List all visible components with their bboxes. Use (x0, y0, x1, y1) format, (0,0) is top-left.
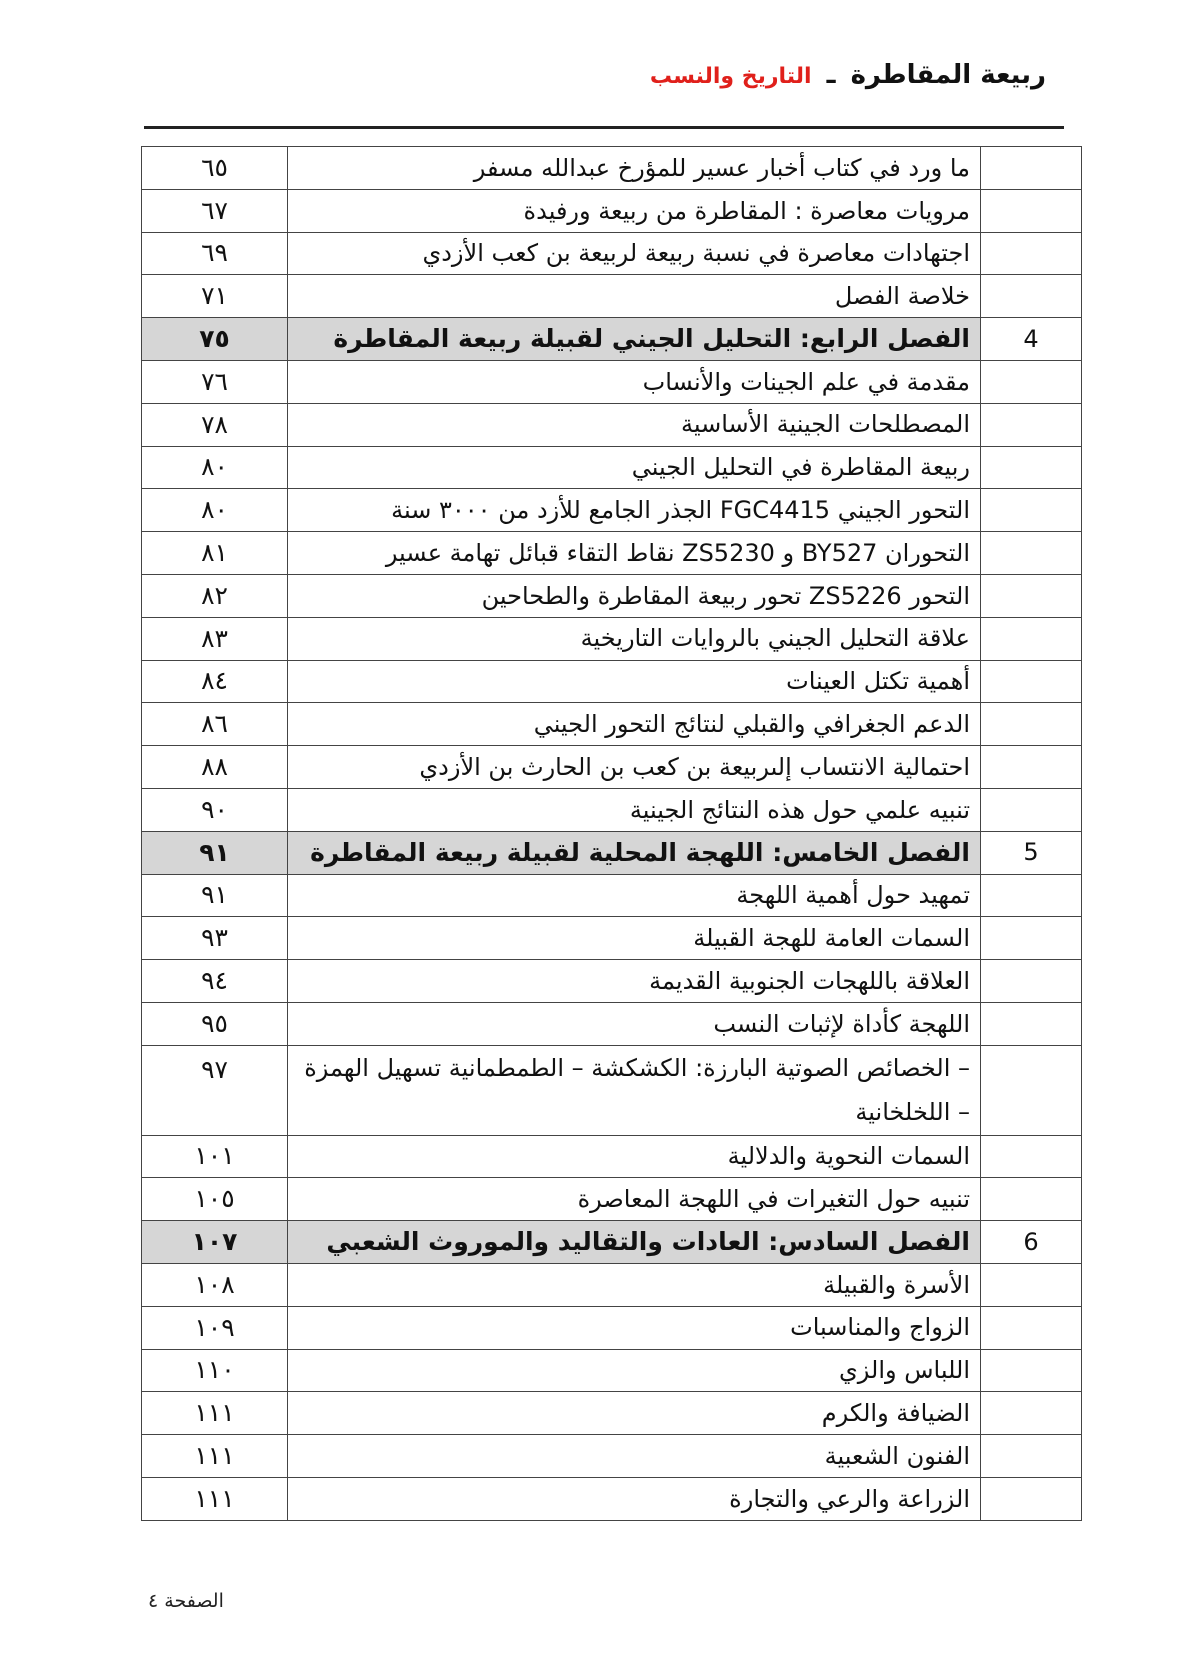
toc-row (142, 703, 1082, 746)
toc-entry-title: الفنون الشعبية (288, 1435, 981, 1478)
toc-page-number: ٧١ (142, 275, 288, 318)
toc-entry-title: ربيعة المقاطرة في التحليل الجيني (288, 446, 981, 489)
toc-page-number: ٩٠ (142, 788, 288, 831)
toc-page-number: ٩٧ (142, 1045, 288, 1135)
toc-page-number: ١٠٩ (142, 1306, 288, 1349)
toc-entry-title: الزواج والمناسبات (288, 1306, 981, 1349)
toc-chapter-row (142, 318, 1082, 361)
toc-chapter-number (981, 147, 1082, 190)
toc-entry-title: العلاقة باللهجات الجنوبية القديمة (288, 960, 981, 1003)
toc-chapter-number (981, 446, 1082, 489)
toc-entry-title: الفصل الرابع: التحليل الجيني لقبيلة ربيعة المقاطرة (288, 318, 981, 361)
toc-row (142, 232, 1082, 275)
toc-row (142, 532, 1082, 575)
toc-entry-title: التحور ZS5226 تحور ربيعة المقاطرة والطحاحين (288, 574, 981, 617)
toc-page-number: ٩١ (142, 874, 288, 917)
toc-row (142, 489, 1082, 532)
toc-page-number: ١١٠ (142, 1349, 288, 1392)
toc-entry-title: تنبيه حول التغيرات في اللهجة المعاصرة (288, 1178, 981, 1221)
toc-page-number: ٨٢ (142, 574, 288, 617)
toc-page-number: ٧٨ (142, 403, 288, 446)
toc-entry-title: الدعم الجغرافي والقبلي لنتائج التحور الجيني (288, 703, 981, 746)
toc-chapter-number (981, 874, 1082, 917)
toc-chapter-number (981, 275, 1082, 318)
toc-entry-title: السمات العامة للهجة القبيلة (288, 917, 981, 960)
toc-row (142, 960, 1082, 1003)
toc-page-number: ٨٤ (142, 660, 288, 703)
toc-page-number: ٨٠ (142, 446, 288, 489)
toc-page-number: ٦٥ (142, 147, 288, 190)
toc-page-number: ٧٦ (142, 360, 288, 403)
toc-row (142, 617, 1082, 660)
toc-chapter-number (981, 960, 1082, 1003)
toc-page-number: ١٠١ (142, 1135, 288, 1178)
toc-entry-title: احتمالية الانتساب إلىربيعة بن كعب بن الحارث بن الأزدي (288, 746, 981, 789)
toc-chapter-number: 4 (981, 318, 1082, 361)
toc-chapter-number (981, 1306, 1082, 1349)
toc-row (142, 446, 1082, 489)
toc-chapter-number (981, 489, 1082, 532)
toc-page-number: ٨٠ (142, 489, 288, 532)
toc-page-number: ٦٩ (142, 232, 288, 275)
table-of-contents (141, 146, 1082, 1521)
header-separator: ـ (826, 60, 836, 90)
page-number-footer: الصفحة ٤ (148, 1590, 224, 1612)
toc-entry-title: الضيافة والكرم (288, 1392, 981, 1435)
toc-entry-title: – الخصائص الصوتية البارزة: الكشكشة – الطمطمانية تسهيل الهمزة – اللخلخانية (288, 1045, 981, 1135)
toc-row (142, 403, 1082, 446)
toc-entry-title: تمهيد حول أهمية اللهجة (288, 874, 981, 917)
toc-entry-title: اللهجة كأداة لإثبات النسب (288, 1002, 981, 1045)
toc-page-number: ٨٨ (142, 746, 288, 789)
toc-chapter-number (981, 1477, 1082, 1520)
toc-entry-title: مقدمة في علم الجينات والأنساب (288, 360, 981, 403)
toc-entry-title: أهمية تكتل العينات (288, 660, 981, 703)
toc-page-number: ١٠٥ (142, 1178, 288, 1221)
toc-chapter-number (981, 403, 1082, 446)
toc-entry-title: الأسرة والقبيلة (288, 1263, 981, 1306)
toc-chapter-number (981, 703, 1082, 746)
toc-chapter-number: 5 (981, 831, 1082, 874)
toc-row (142, 1263, 1082, 1306)
toc-chapter-number (981, 617, 1082, 660)
toc-entry-title: الفصل السادس: العادات والتقاليد والموروث الشعبي (288, 1221, 981, 1264)
toc-page-number: ٩٤ (142, 960, 288, 1003)
toc-entry-title: الفصل الخامس: اللهجة المحلية لقبيلة ربيعة المقاطرة (288, 831, 981, 874)
toc-entry-title: التحور الجيني FGC4415 الجذر الجامع للأزد من ٣٠٠٠ سنة (288, 489, 981, 532)
toc-row (142, 275, 1082, 318)
toc-chapter-number (981, 1135, 1082, 1178)
toc-chapter-number: 6 (981, 1221, 1082, 1264)
toc-entry-title: تنبيه علمي حول هذه النتائج الجينية (288, 788, 981, 831)
toc-chapter-number (981, 1263, 1082, 1306)
header-subtitle: التاريخ والنسب (649, 64, 812, 89)
toc-row (142, 1002, 1082, 1045)
toc-chapter-number (981, 788, 1082, 831)
toc-row (142, 660, 1082, 703)
toc-chapter-number (981, 917, 1082, 960)
toc-entry-title: مرويات معاصرة : المقاطرة من ربيعة ورفيدة (288, 189, 981, 232)
toc-page-number: ٧٥ (142, 318, 288, 361)
toc-entry-title: خلاصة الفصل (288, 275, 981, 318)
toc-row (142, 746, 1082, 789)
toc-chapter-number (981, 574, 1082, 617)
toc-chapter-row (142, 831, 1082, 874)
toc-chapter-number (981, 1002, 1082, 1045)
toc-entry-title: علاقة التحليل الجيني بالروايات التاريخية (288, 617, 981, 660)
running-header (140, 60, 1046, 90)
toc-row (142, 1349, 1082, 1392)
toc-chapter-number (981, 189, 1082, 232)
toc-row (142, 1392, 1082, 1435)
toc-page-number: ٦٧ (142, 189, 288, 232)
toc-page-number: ١١١ (142, 1435, 288, 1478)
toc-entry-title: التحوران BY527 و ZS5230 نقاط التقاء قبائل تهامة عسير (288, 532, 981, 575)
toc-chapter-number (981, 1435, 1082, 1478)
toc-entry-title: ما ورد في كتاب أخبار عسير للمؤرخ عبدالله مسفر (288, 147, 981, 190)
toc-row (142, 1045, 1082, 1135)
toc-chapter-row (142, 1221, 1082, 1264)
toc-chapter-number (981, 232, 1082, 275)
toc-entry-title: المصطلحات الجينية الأساسية (288, 403, 981, 446)
toc-chapter-number (981, 532, 1082, 575)
toc-entry-title: السمات النحوية والدلالية (288, 1135, 981, 1178)
toc-page-number: ١١١ (142, 1392, 288, 1435)
toc-page-number: ١١١ (142, 1477, 288, 1520)
toc-entry-title: اللباس والزي (288, 1349, 981, 1392)
toc-chapter-number (981, 660, 1082, 703)
toc-row (142, 1435, 1082, 1478)
toc-row (142, 1178, 1082, 1221)
toc-row (142, 360, 1082, 403)
toc-chapter-number (981, 1349, 1082, 1392)
toc-body (142, 147, 1082, 1521)
toc-page-number: ٩١ (142, 831, 288, 874)
toc-row (142, 1306, 1082, 1349)
toc-row (142, 788, 1082, 831)
toc-row (142, 189, 1082, 232)
toc-page-number: ٩٣ (142, 917, 288, 960)
toc-page-number: ٨١ (142, 532, 288, 575)
toc-chapter-number (981, 1178, 1082, 1221)
toc-page-number: ١٠٨ (142, 1263, 288, 1306)
toc-chapter-number (981, 360, 1082, 403)
toc-chapter-number (981, 746, 1082, 789)
toc-page-number: ٩٥ (142, 1002, 288, 1045)
toc-entry-title: اجتهادات معاصرة في نسبة ربيعة لربيعة بن كعب الأزدي (288, 232, 981, 275)
toc-page-number: ٨٦ (142, 703, 288, 746)
toc-entry-title: الزراعة والرعي والتجارة (288, 1477, 981, 1520)
toc-chapter-number (981, 1392, 1082, 1435)
header-rule (144, 126, 1064, 129)
toc-row (142, 1135, 1082, 1178)
toc-row (142, 147, 1082, 190)
header-title: ربيعة المقاطرة (850, 60, 1046, 90)
toc-row (142, 874, 1082, 917)
toc-page-number: ٨٣ (142, 617, 288, 660)
toc-chapter-number (981, 1045, 1082, 1135)
toc-row (142, 574, 1082, 617)
toc-row (142, 1477, 1082, 1520)
toc-row (142, 917, 1082, 960)
toc-page-number: ١٠٧ (142, 1221, 288, 1264)
